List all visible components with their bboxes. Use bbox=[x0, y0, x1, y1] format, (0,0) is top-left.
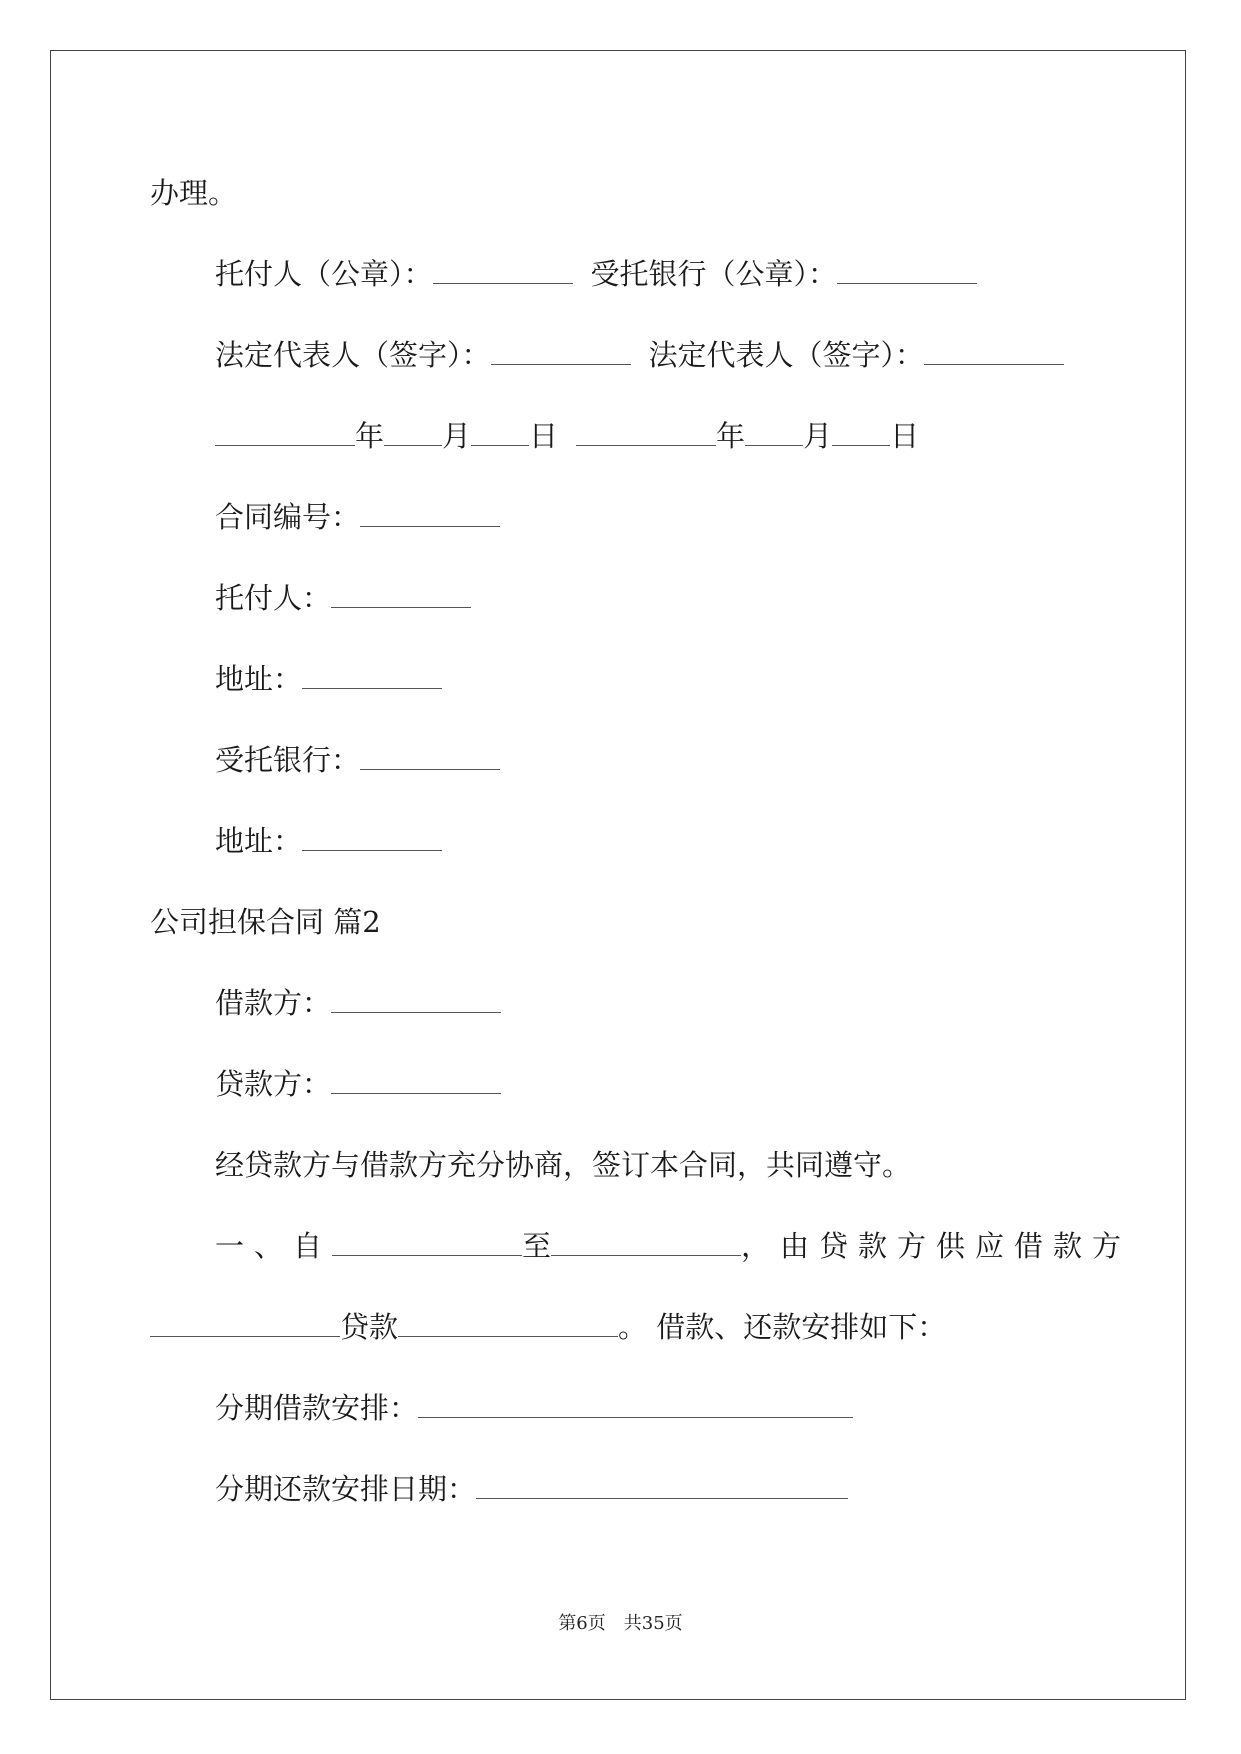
bank-line bbox=[215, 740, 500, 780]
clause-one-line bbox=[215, 1226, 1131, 1266]
signature-line-representative bbox=[215, 335, 1064, 375]
fill-blank[interactable] bbox=[471, 417, 529, 446]
signature-line-seal bbox=[215, 254, 977, 294]
label: 月 bbox=[803, 419, 833, 453]
text-line bbox=[150, 173, 237, 213]
label: 法定代表人（签字）： bbox=[648, 338, 925, 372]
label: 至 bbox=[522, 1229, 552, 1263]
address-line bbox=[215, 659, 442, 699]
fill-blank[interactable] bbox=[476, 1470, 848, 1499]
label: 年 bbox=[355, 419, 385, 453]
fill-blank[interactable] bbox=[360, 498, 500, 527]
fill-blank[interactable] bbox=[398, 1308, 618, 1337]
fill-blank[interactable] bbox=[331, 984, 501, 1013]
fill-blank[interactable] bbox=[418, 1389, 853, 1418]
label: 日 bbox=[529, 419, 559, 453]
text: 经贷款方与借款方充分协商，签订本合同，共同遵守。 bbox=[215, 1148, 912, 1182]
fill-blank[interactable] bbox=[150, 1308, 340, 1337]
label: ，由贷款方供应借款方 bbox=[741, 1229, 1132, 1263]
lender-line bbox=[215, 1064, 501, 1104]
agreement-text bbox=[215, 1145, 911, 1185]
fill-blank[interactable] bbox=[215, 417, 355, 446]
page-number: 第6页 共35页 bbox=[558, 1613, 683, 1634]
page-border bbox=[50, 50, 1186, 1700]
fill-blank[interactable] bbox=[332, 1227, 522, 1256]
date-line bbox=[215, 416, 919, 456]
fill-blank[interactable] bbox=[331, 579, 471, 608]
fill-blank[interactable] bbox=[576, 417, 716, 446]
fill-blank[interactable] bbox=[331, 1065, 501, 1094]
label: 法定代表人（签字）： bbox=[215, 338, 491, 372]
contract-number-line bbox=[215, 497, 500, 537]
label: 一、自 bbox=[215, 1229, 333, 1263]
label: 分期还款安排日期： bbox=[215, 1472, 477, 1506]
label: 贷款方： bbox=[215, 1067, 332, 1101]
installment-borrow-line bbox=[215, 1388, 853, 1428]
label: 受托银行： bbox=[215, 743, 361, 777]
fill-blank[interactable] bbox=[924, 336, 1064, 365]
fill-blank[interactable] bbox=[551, 1227, 741, 1256]
fill-blank[interactable] bbox=[302, 660, 442, 689]
fill-blank[interactable] bbox=[491, 336, 631, 365]
label: 地址： bbox=[215, 662, 303, 696]
fill-blank[interactable] bbox=[384, 417, 442, 446]
fill-blank[interactable] bbox=[302, 822, 442, 851]
fill-blank[interactable] bbox=[745, 417, 803, 446]
label: 合同编号： bbox=[215, 500, 361, 534]
label: 地址： bbox=[215, 824, 303, 858]
clause-one-continued bbox=[150, 1307, 946, 1347]
borrower-line bbox=[215, 983, 501, 1023]
label: 托付人： bbox=[215, 581, 332, 615]
fill-blank[interactable] bbox=[433, 255, 573, 284]
fill-blank[interactable] bbox=[837, 255, 977, 284]
installment-repay-line bbox=[215, 1469, 848, 1509]
principal-line bbox=[215, 578, 471, 618]
address-line bbox=[215, 821, 442, 861]
label: 受托银行（公章）： bbox=[590, 257, 838, 291]
page-footer bbox=[0, 1612, 1241, 1636]
heading-text: 公司担保合同 篇2 bbox=[150, 905, 381, 939]
label: 分期借款安排： bbox=[215, 1391, 419, 1425]
label: 。 借款、还款安排如下： bbox=[618, 1310, 947, 1344]
text: 办理。 bbox=[150, 176, 238, 210]
label: 年 bbox=[716, 419, 746, 453]
label: 月 bbox=[442, 419, 472, 453]
label: 贷款 bbox=[340, 1310, 399, 1344]
fill-blank[interactable] bbox=[832, 417, 890, 446]
label: 借款方： bbox=[215, 986, 332, 1020]
label: 日 bbox=[890, 419, 920, 453]
section-heading bbox=[150, 902, 381, 942]
fill-blank[interactable] bbox=[360, 741, 500, 770]
label: 托付人（公章）： bbox=[215, 257, 433, 291]
